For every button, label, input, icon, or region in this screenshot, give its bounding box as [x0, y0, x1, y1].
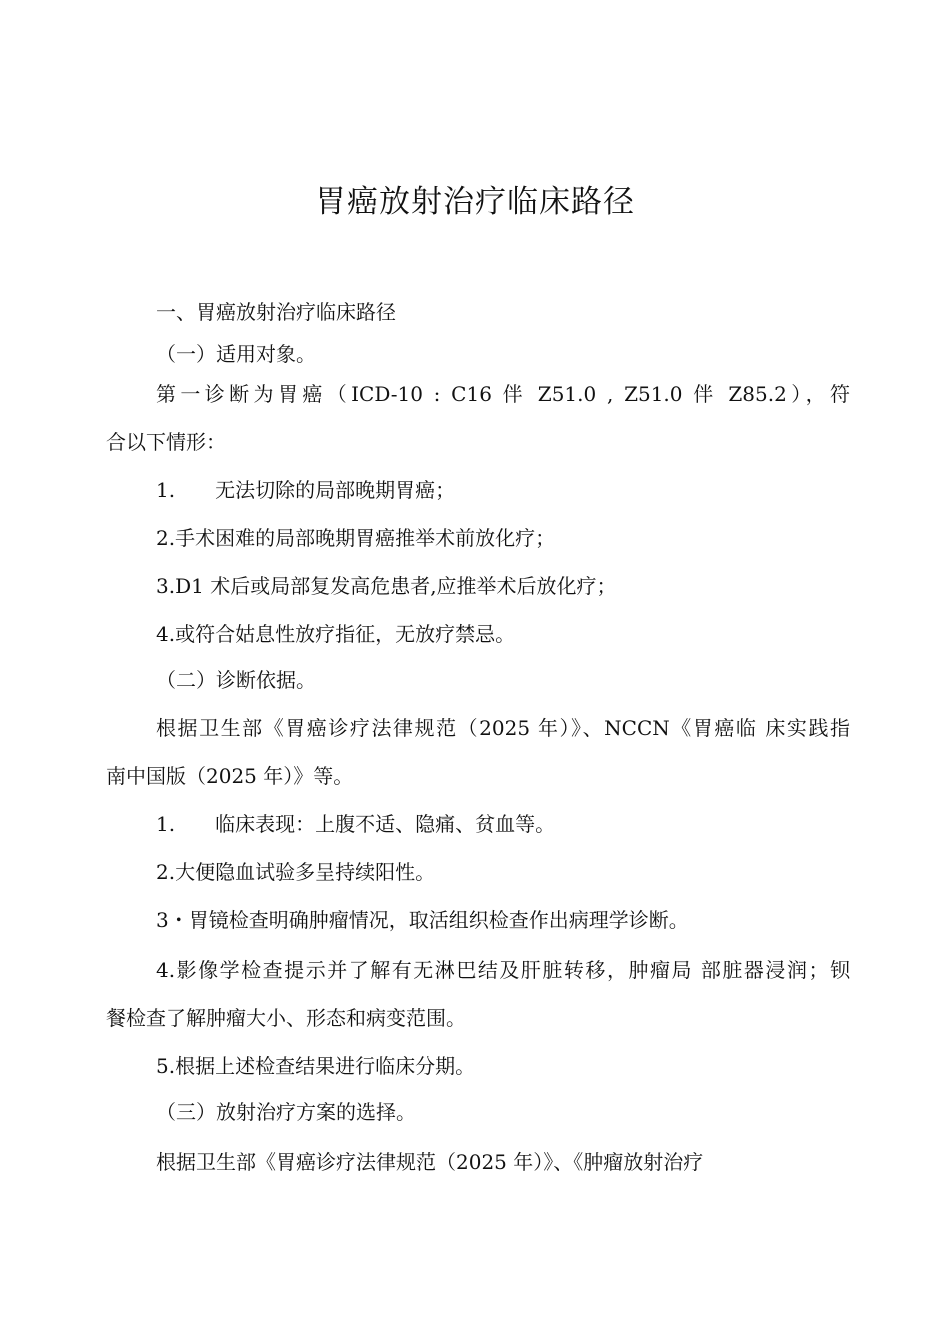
list-item: 2.大便隐血试验多呈持续阳性。: [156, 860, 436, 884]
paragraph-line: 第一诊断为胃癌（ICD-10 : C16 伴 Z51.0 , Z51.0 伴 Z85.2），符: [156, 382, 850, 406]
section-heading-1: 一、胃癌放射治疗临床路径: [156, 300, 396, 324]
paragraph-line: 根据卫生部《胃癌诊疗法律规范（2025 年）》、《肿瘤放射治疗: [156, 1150, 704, 1174]
paragraph-line: 南中国版（2025 年）》等。: [106, 764, 354, 788]
subsection-heading-1: （一）适用对象。: [156, 342, 316, 366]
list-item: 4.或符合姑息性放疗指征，无放疗禁忌。: [156, 622, 516, 646]
list-item: 1. 无法切除的局部晚期胃癌；: [156, 478, 456, 502]
list-item: 4.影像学检查提示并了解有无淋巴结及肝脏转移，肿瘤局 部脏器浸润；钡: [156, 958, 850, 982]
paragraph-line: 根据卫生部《胃癌诊疗法律规范（2025 年）》、NCCN《胃癌临 床实践指: [156, 716, 850, 740]
list-item: 1. 临床表现：上腹不适、隐痛、贫血等。: [156, 812, 556, 836]
subsection-heading-3: （三）放射治疗方案的选择。: [156, 1100, 416, 1124]
list-item: 3.D1 术后或局部复发高危患者,应推举术后放化疗；: [156, 574, 617, 598]
document-title: 胃癌放射治疗临床路径: [315, 184, 635, 220]
subsection-heading-2: （二）诊断依据。: [156, 668, 316, 692]
paragraph-line: 餐检查了解肿瘤大小、形态和病变范围。: [106, 1006, 466, 1030]
list-item: 2.手术困难的局部晚期胃癌推举术前放化疗；: [156, 526, 556, 550]
list-item: 5.根据上述检查结果进行临床分期。: [156, 1054, 476, 1078]
list-item: 3・胃镜检查明确肿瘤情况，取活组织检查作出病理学诊断。: [156, 908, 689, 932]
paragraph-line: 合以下情形：: [106, 430, 226, 454]
